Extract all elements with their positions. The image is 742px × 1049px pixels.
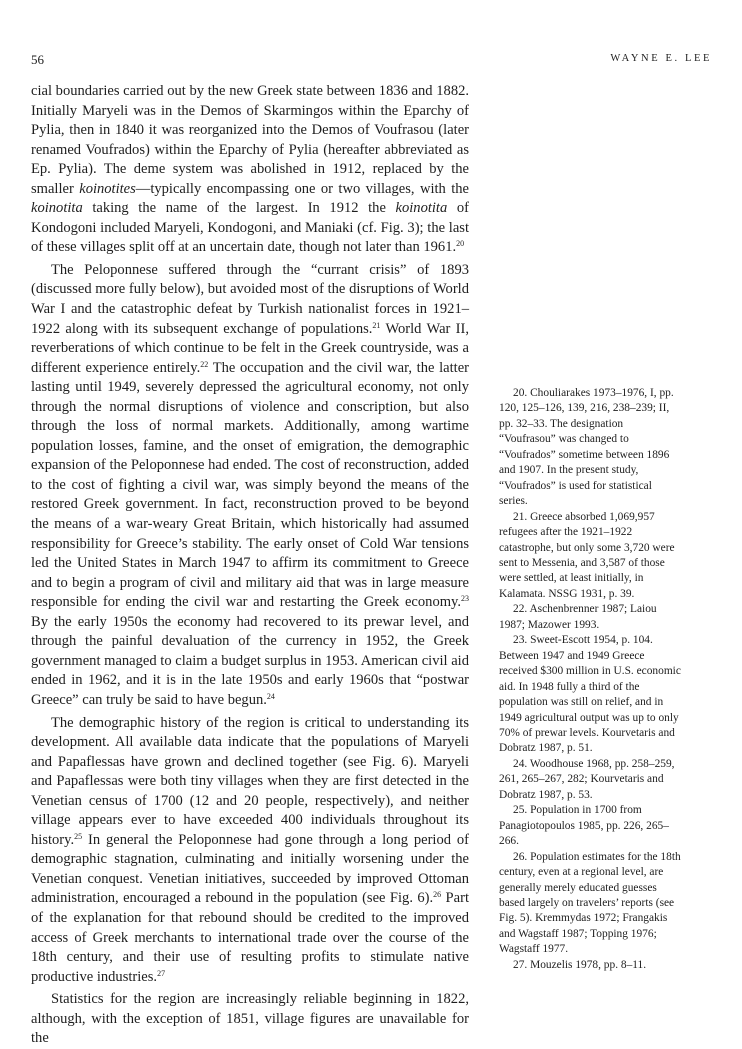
footnote-23: 23. Sweet-Escott 1954, p. 104. Between 1947 and 1949 Greece received $300 million in U.S. economic aid. In 1948 fully a third of the population was still on relief, and in 1949 agricultural output was up to only 70% of prewar levels. Kourvetaris and Dobratz 1987, p. 51. <box>499 634 681 755</box>
page-header <box>31 52 712 70</box>
footnote-ref-27[interactable]: 27 <box>157 968 166 978</box>
footnote-20: 20. Chouliarakes 1973–1976, I, pp. 120, 125–126, 139, 216, 238–239; II, pp. 32–33. The designation “Voufrasou” was changed to “Voufrados” sometime between 1896 and 1907. In the present study, “Voufrados” is used for statistical series. <box>499 387 674 508</box>
footnote-ref-24[interactable]: 24 <box>266 691 275 701</box>
main-text <box>31 82 469 1049</box>
footnote-ref-21[interactable]: 21 <box>372 320 381 330</box>
italic-term: koinotita <box>31 200 83 217</box>
footnote-ref-25[interactable]: 25 <box>74 831 83 841</box>
paragraph-4: Statistics for the region are increasingly reliable beginning in 1822, although, with the exception of 1851, village figures are unavailable for the <box>31 991 469 1047</box>
italic-term: koinotites <box>79 180 136 197</box>
italic-term: koinotita <box>395 200 448 217</box>
footnote-25: 25. Population in 1700 from Panagiotopoulos 1985, pp. 226, 265–266. <box>499 804 669 848</box>
running-head: WAYNE E. LEE <box>610 53 712 64</box>
footnote-26: 26. Population estimates for the 18th century, even at a regional level, are generally merely educated guesses based largely on travelers’ reports (see Fig. 5). Kremmydas 1972; Frangakis and Wagstaff 1987; Topping 1976; Wagstaff 1977. <box>499 850 681 956</box>
footnote-ref-22[interactable]: 22 <box>200 359 209 369</box>
footnote-ref-20[interactable]: 20 <box>456 239 465 249</box>
footnote-21: 21. Greece absorbed 1,069,957 refugees after the 1921–1922 catastrophe, but only some 3,720 were sent to Messenia, and 3,587 of those were settled, at least initially, in Kalamata. NSSG 1931, p. 39. <box>499 510 675 600</box>
page-number: 56 <box>31 52 44 67</box>
footnote-ref-26[interactable]: 26 <box>433 890 442 900</box>
footnotes-column <box>499 386 681 973</box>
paragraph-1: cial boundaries carried out by the new Greek state between 1836 and 1882. Initially Maryeli was in the Demos of Skarmingos within the Eparchy of Pylia, then in 1840 it was reorganized into the Demos of Voufrasou (later renamed Voufrados) within the Eparchy of Pylia (hereafter abbreviated as Ep. Pylia). The deme system was abolished in 1912, replaced by the smaller koinotites—typically encompassing one or two villages, with the koinotita taking the name of the largest. In 1912 the koinotita of Kondogoni included Maryeli, Kondogoni, and Maniaki (cf. Fig. 3); the last of these villages split off at an uncertain date, though not later than 1961.20 <box>31 83 469 256</box>
paragraph-2: The Peloponnese suffered through the “currant crisis” of 1893 (discussed more fully below), but avoided most of the disruptions of World War I and the catastrophic defeat by Turkish nationalist forces in 1921–1922 along with its subsequent exchange of populations.$^{21}$ World War II, reverberations of which continue to be felt in the Greek countryside, was a different experience entirely.$^{22}$ The occupation and the civil war, the latter lasting until 1949, severely depressed the agricultural economy, not only through the normal disruptions of violence and conscription, but also through the loss of normal markets. Additionally, among wartime population losses, famine, and the onset of emigration, the demographic expansion of the Peloponnese had ended. The cost of reconstruction, added to the cost of fighting a civil war, was simply beyond the means of the restored Greek government. In fact, reconstruction proved to be beyond the means of a war-weary Great Britain, which historically had assumed responsibility for Greece’s stability. The early onset of Cold War tensions led the United States in March 1947 to affirm its commitment to Greece and to begin a program of civil and military aid that was in large measure responsible for ending the civil war and restarting the Greek economy.$^{23}$ By the early 1950s the economy had recovered to its prewar level, and through the painful devaluation of the currency in 1952, the Greek government managed to claim a budget surplus in 1953. American civil aid ended in 1962, and it is in the late 1950s and early 1960s that “postwar Greece” can truly be said to have begun.$^{24}$ <box>31 261 469 708</box>
footnote-22: 22. Aschenbrenner 1987; Laiou 1987; Mazower 1993. <box>499 603 657 631</box>
footnote-ref-23[interactable]: 23 <box>461 594 469 604</box>
paragraph-3: The demographic history of the region is critical to understanding its development. All available data indicate that the populations of Maryeli and Papaflessas have grown and declined together (see Fig. 6). Maryeli and Papaflessas were both tiny villages when they are first detected in the Venetian census of 1700 (12 and 20 people, respectively), and neither village appears ever to have exceeded 400 individuals throughout its history.$^{25}$ In general the Peloponnese had gone through a long period of demographic stagnation, culminating and initially worsening under the Venetian conquest. Venetian initiatives, succeeded by improved Ottoman administration, encouraged a rebound in the population (see Fig. 6).$^{26}$ Part of the explanation for that rebound should be credited to the improved access of Greek merchants to international trade over the course of the 18th century, and their use of resulting profits to stimulate native productive industries.$^{27}$ <box>31 714 469 985</box>
footnote-27: 27. Mouzelis 1978, pp. 8–11. <box>513 958 647 971</box>
footnote-24: 24. Woodhouse 1968, pp. 258–259, 261, 265–267, 282; Kourvetaris and Dobratz 1987, p. 53. <box>499 757 675 801</box>
